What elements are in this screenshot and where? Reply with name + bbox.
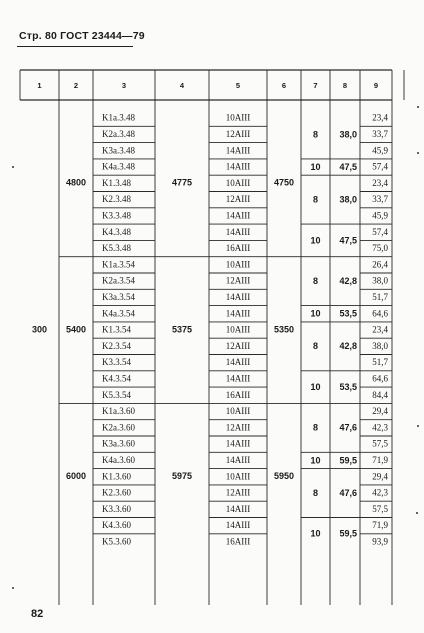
col7-value: 10 (310, 455, 321, 466)
mark-cell: K1a.3.48 (102, 112, 135, 123)
mark-cell: K3a.3.54 (102, 292, 135, 303)
rebar-cell: 14AIII (225, 373, 251, 384)
mass-cell: 84,4 (372, 389, 388, 400)
col2-value: 5400 (65, 324, 87, 335)
rebar-cell: 14AIII (225, 161, 251, 172)
rebar-cell: 16AIII (225, 243, 251, 254)
rebar-cell: 12AIII (225, 422, 251, 433)
mass-cell: 57,4 (372, 226, 388, 237)
col8-value: 59,5 (339, 455, 357, 466)
mark-cell: K3.3.48 (102, 210, 131, 221)
scan-speck (12, 166, 14, 168)
mass-cell: 75,0 (372, 243, 388, 254)
mark-cell: K2.3.54 (102, 340, 131, 351)
scan-speck (417, 425, 419, 427)
mass-cell: 33,7 (372, 129, 388, 140)
rebar-cell: 14AIII (225, 145, 251, 156)
col8-value: 42,8 (339, 341, 357, 352)
col8-value: 53,5 (339, 381, 357, 392)
mark-cell: K3.3.54 (102, 357, 131, 368)
col6-value: 5950 (273, 471, 295, 482)
mass-cell: 33,7 (372, 194, 388, 205)
rebar-cell: 14AIII (225, 308, 251, 319)
scan-speck (417, 152, 419, 154)
column-header: 6 (281, 80, 287, 90)
column-header: 4 (179, 80, 185, 90)
mass-cell: 42,3 (372, 487, 388, 498)
rebar-cell: 14AIII (225, 357, 251, 368)
mark-cell: K1.3.48 (102, 177, 131, 188)
col8-value: 53,5 (339, 308, 357, 319)
col7-value: 10 (310, 381, 321, 392)
mass-cell: 29,4 (372, 406, 388, 417)
col7-value: 10 (310, 528, 321, 539)
mass-cell: 23,4 (372, 177, 388, 188)
col2-value: 4800 (65, 177, 87, 188)
mark-cell: K5.3.54 (102, 389, 131, 400)
rebar-cell: 14AIII (225, 520, 251, 531)
rebar-cell: 12AIII (225, 487, 251, 498)
column-header: 8 (342, 80, 348, 90)
rebar-cell: 14AIII (225, 210, 251, 221)
mass-cell: 45,9 (372, 210, 388, 221)
mark-cell: K1.3.60 (102, 471, 131, 482)
mark-cell: K4.3.48 (102, 226, 131, 237)
mark-cell: K3a.3.48 (102, 145, 135, 156)
rebar-cell: 10AIII (225, 177, 251, 188)
mark-cell: K1a.3.60 (102, 406, 135, 417)
mark-cell: K2.3.48 (102, 194, 131, 205)
col7-value: 8 (312, 422, 319, 433)
mark-cell: K2.3.60 (102, 487, 131, 498)
mass-cell: 45,9 (372, 145, 388, 156)
col4-value: 5975 (171, 471, 193, 482)
mark-cell: K2a.3.54 (102, 275, 135, 286)
mark-cell: K4.3.54 (102, 373, 131, 384)
rebar-cell: 10AIII (225, 324, 251, 335)
scan-speck (12, 587, 14, 589)
col1-value: 300 (31, 324, 48, 335)
column-header: 9 (373, 80, 379, 90)
scan-speck (417, 106, 419, 108)
mark-cell: K4a.3.60 (102, 455, 135, 466)
mass-cell: 38,0 (372, 275, 388, 286)
col8-value: 47,5 (339, 235, 357, 246)
page-header: Стр. 80 ГОСТ 23444—79 (19, 30, 145, 42)
col8-value: 47,6 (339, 487, 357, 498)
mass-cell: 26,4 (372, 259, 388, 270)
rebar-cell: 10AIII (225, 112, 251, 123)
col7-value: 8 (312, 276, 319, 287)
mass-cell: 29,4 (372, 471, 388, 482)
mass-cell: 57,5 (372, 503, 388, 514)
mass-cell: 93,9 (372, 536, 388, 547)
mass-cell: 71,9 (372, 455, 388, 466)
col8-value: 42,8 (339, 276, 357, 287)
rebar-cell: 10AIII (225, 471, 251, 482)
mark-cell: K2a.3.60 (102, 422, 135, 433)
col7-value: 10 (310, 235, 321, 246)
column-header: 5 (235, 80, 241, 90)
mass-cell: 23,4 (372, 324, 388, 335)
mark-cell: K3a.3.60 (102, 438, 135, 449)
rebar-cell: 14AIII (225, 438, 251, 449)
col8-value: 38,0 (339, 194, 357, 205)
mark-cell: K4.3.60 (102, 520, 131, 531)
mass-cell: 51,7 (372, 357, 388, 368)
col6-value: 5350 (273, 324, 295, 335)
mass-cell: 57,4 (372, 161, 388, 172)
col7-value: 8 (312, 194, 319, 205)
col7-value: 8 (312, 341, 319, 352)
column-header: 7 (313, 80, 318, 90)
mass-cell: 23,4 (372, 112, 388, 123)
col7-value: 8 (312, 487, 319, 498)
mass-cell: 51,7 (372, 292, 388, 303)
col8-value: 47,5 (339, 161, 357, 172)
col2-value: 6000 (65, 471, 87, 482)
rebar-cell: 14AIII (225, 455, 251, 466)
mark-cell: K4a.3.48 (102, 161, 135, 172)
mark-cell: K4a.3.54 (102, 308, 135, 319)
mass-cell: 64,6 (372, 373, 388, 384)
mark-cell: K5.3.60 (102, 536, 131, 547)
rebar-cell: 12AIII (225, 275, 251, 286)
page-number: 82 (31, 608, 44, 620)
mark-cell: K3.3.60 (102, 503, 131, 514)
col8-value: 47,6 (339, 422, 357, 433)
rebar-cell: 16AIII (225, 536, 251, 547)
col8-value: 59,5 (339, 528, 357, 539)
mark-cell: K5.3.48 (102, 243, 131, 254)
rebar-cell: 14AIII (225, 226, 251, 237)
rebar-cell: 14AIII (225, 292, 251, 303)
rebar-cell: 12AIII (225, 129, 251, 140)
mass-cell: 38,0 (372, 340, 388, 351)
column-header: 3 (121, 80, 127, 90)
col4-value: 4775 (171, 177, 193, 188)
rebar-cell: 14AIII (225, 503, 251, 514)
mass-cell: 64,6 (372, 308, 388, 319)
col8-value: 38,0 (339, 129, 357, 140)
mark-cell: K2a.3.48 (102, 129, 135, 140)
mark-cell: K1.3.54 (102, 324, 131, 335)
column-header: 1 (37, 80, 42, 90)
rebar-cell: 10AIII (225, 259, 251, 270)
col4-value: 5375 (171, 324, 193, 335)
scan-speck (416, 512, 418, 514)
mass-cell: 57,5 (372, 438, 388, 449)
mark-cell: K1a.3.54 (102, 259, 135, 270)
col7-value: 10 (310, 308, 321, 319)
rebar-cell: 12AIII (225, 340, 251, 351)
col7-value: 10 (310, 161, 321, 172)
col7-value: 8 (312, 129, 319, 140)
rebar-cell: 16AIII (225, 389, 251, 400)
rebar-cell: 12AIII (225, 194, 251, 205)
col6-value: 4750 (273, 177, 295, 188)
mass-cell: 42,3 (372, 422, 388, 433)
mass-cell: 71,9 (372, 520, 388, 531)
rebar-cell: 10AIII (225, 406, 251, 417)
column-header: 2 (73, 80, 79, 90)
